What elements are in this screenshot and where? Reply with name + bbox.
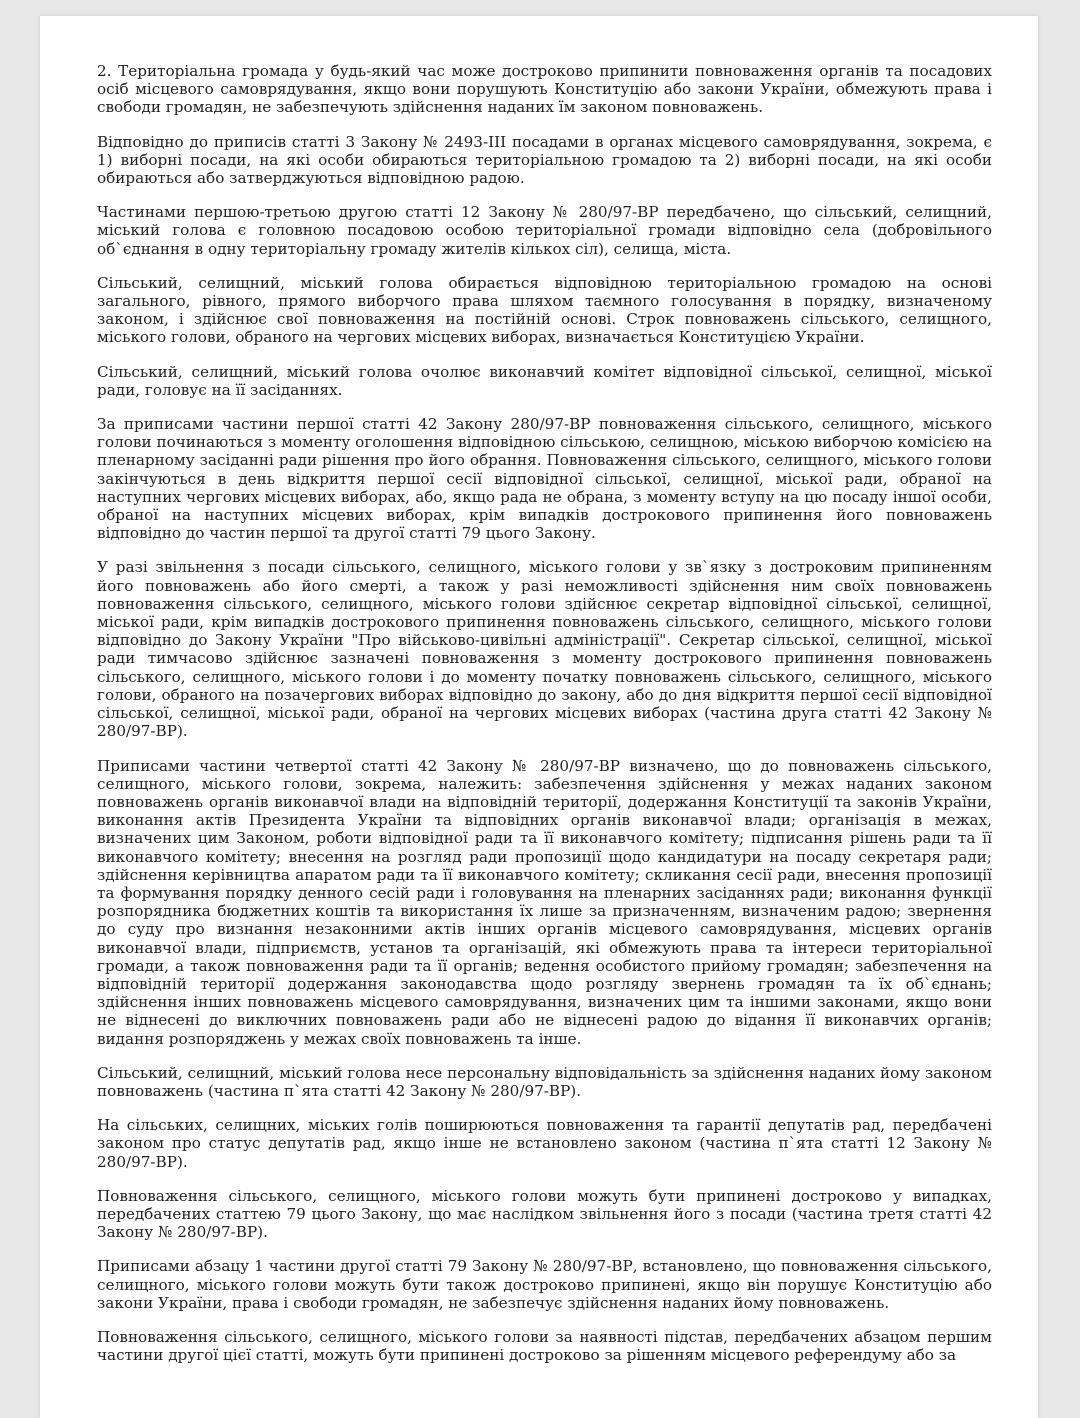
paragraph-3: Частинами першою-третьою другою статті 12 Закону № 280/97-ВР передбачено, що сільський, селищний, міський голова є головною посадовою особою територіальної громади відповідно села (добровільного об`єднання в одну територіальну громаду жителів кількох сіл), селища, міста. [97,203,992,258]
document-body [97,62,992,1380]
paragraph-2: Відповідно до приписів статті 3 Закону № 2493-ІІІ посадами в органах місцевого самоврядування, зокрема, є 1) виборні посади, на які особи обираються територіальною громадою та 2) виборні посади, на які особи обираються або затверджуються відповідною радою. [97,132,992,188]
document-page [40,16,1038,1418]
paragraph-12: Приписами абзацу 1 частини другої статті 79 Закону № 280/97-ВР, встановлено, що повноваження сільського, селищного, міського голови можуть бути також достроково припинені, якщо він порушує Конституцію або закони України, права і свободи громадян, не забезпечує здійснення наданих йому повноважень. [97,1257,992,1312]
paragraph-7: У разі звільнення з посади сільського, селищного, міського голови у зв`язку з достроковим припиненням його повноважень або його смерті, а також у разі неможливості здійснення ним своїх повноважень повноваження сільського, селищного, міського голови здійснює секретар відповідної сільської, селищної, міської ради, крім випадків дострокового припинення повноважень сільського, селищного, міського голови відповідно до Закону України "Про військово-цивільні адміністрації". Секретар сільської, селищної, міської ради тимчасово здійснює зазначені повноваження з моменту дострокового припинення повноважень сільського, селищного, міського голови і до моменту початку повноважень сільського, селищного, міського голови, обраного на позачергових виборах відповідно до закону, або до дня відкриття першої сесії відповідної сільської, селищної, міської ради, обраної на чергових місцевих виборах (частина друга статті 42 Закону № 280/97-ВР). [97,558,992,741]
paragraph-6: За приписами частини першої статті 42 Закону 280/97-ВР повноваження сільського, селищного, міського голови починаються з моменту оголошення відповідною сільською, селищною, міською виборчою комісією на пленарному засіданні ради рішення про його обрання. Повноваження сільського, селищного, міського голови закінчуються в день відкриття першої сесії відповідної сільської, селищної, міської ради, обраної на наступних чергових місцевих виборах, або, якщо рада не обрана, з моменту вступу на цю посаду іншої особи, обраної на наступних місцевих виборах, крім випадків дострокового припинення його повноважень відповідно до частин першої та другої статті 79 цього Закону. [97,415,992,543]
paragraph-5: Сільський, селищний, міський голова очолює виконавчий комітет відповідної сільської, селищної, міської ради, головує на її засіданнях. [97,362,992,399]
paragraph-13: Повноваження сільського, селищного, міського голови за наявності підстав, передбачених абзацом першим частини другої цієї статті, можуть бути припинені достроково за рішенням місцевого референдуму або за [97,1327,992,1365]
paragraph-8: Приписами частини четвертої статті 42 Закону № 280/97-ВР визначено, що до повноважень сільського, селищного, міського голови, зокрема, належить: забезпечення здійснення у межах наданих законом повноважень органів виконавчої влади на відповідній території, додержання Конституції та законів України, виконання актів Президента України та відповідних органів виконавчої влади; організація в межах, визначених цим Законом, роботи відповідної ради та її виконавчого комітету; підписання рішень ради та її виконавчого комітету; внесення на розгляд ради пропозиції щодо кандидатури на посаду секретаря ради; здійснення керівництва апаратом ради та її виконавчого комітету; скликання сесії ради, внесення пропозиції та формування порядку денного сесій ради і головування на пленарних засіданнях ради; виконання функції розпорядника бюджетних коштів та використання їх лише за призначенням, визначеним радою; звернення до суду про визнання незаконними актів інших органів місцевого самоврядування, місцевих органів виконавчої влади, підприємств, установ та організацій, які обмежують права та інтереси територіальної громади, а також повноваження ради та її органів; ведення особистого прийому громадян; забезпечення на відповідній території додержання законодавства щодо розгляду звернень громадян та їх об`єднань; здійснення інших повноважень місцевого самоврядування, визначених цим та іншими законами, якщо вони не віднесені до виключних повноважень ради або не віднесені радою до відання її виконавчих органів; видання розпоряджень у межах своїх повноважень та інше. [97,756,992,1048]
paragraph-4: Сільський, селищний, міський голова обирається відповідною територіальною громадою на основі загального, рівного, прямого виборчого права шляхом таємного голосування в порядку, визначеному законом, і здійснює свої повноваження на постійній основі. Строк повноважень сільського, селищного, міського голови, обраного на чергових місцевих виборах, визначається Конституцією України. [97,273,992,347]
paragraph-10: На сільських, селищних, міських голів поширюються повноваження та гарантії депутатів рад, передбачені законом про статус депутатів рад, якщо інше не встановлено законом (частина п`ята статті 12 Закону № 280/97-ВР). [97,1116,992,1171]
paragraph-11: Повноваження сільського, селищного, міського голови можуть бути припинені достроково у випадках, передбачених статтею 79 цього Закону, що має наслідком звільнення його з посади (частина третя статті 42 Закону № 280/97-ВР). [97,1186,992,1242]
paragraph-1: 2. Територіальна громада у будь-який час може достроково припинити повноваження органів та посадових осіб місцевого самоврядування, якщо вони порушують Конституцію або закони України, обмежують права і свободи громадян, не забезпечують здійснення наданих їм законом повноважень. [97,62,992,117]
paragraph-9: Сільський, селищний, міський голова несе персональну відповідальність за здійснення наданих йому законом повноважень (частина п`ята статті 42 Закону № 280/97-ВР). [97,1063,992,1100]
